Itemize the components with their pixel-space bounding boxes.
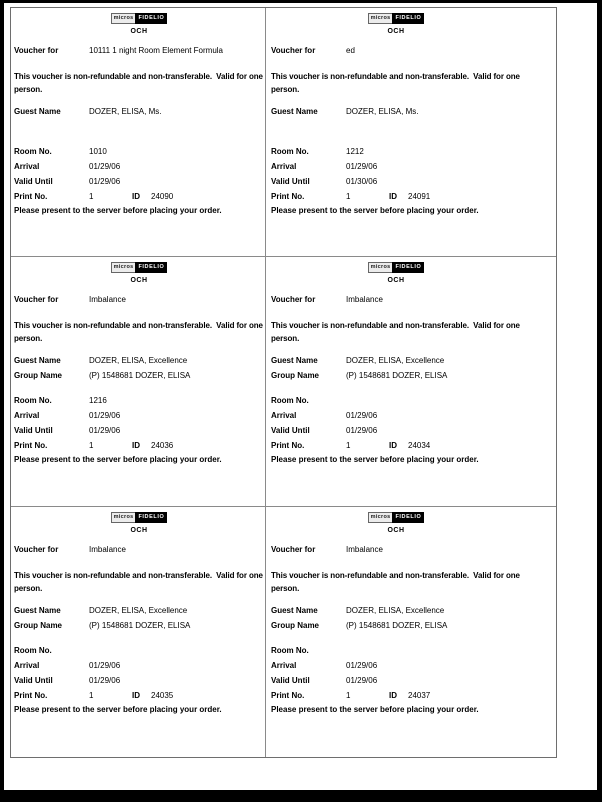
group-name-value: (P) 1548681 DOZER, ELISA	[89, 621, 191, 630]
group-name-label: Group Name	[14, 371, 63, 380]
id-label: ID	[132, 691, 140, 700]
valid-until-label: Valid Until	[14, 177, 53, 186]
voucher-card	[11, 507, 266, 757]
arrival-label: Arrival	[271, 661, 297, 670]
brand-fidelio: FIDELIO	[392, 13, 424, 24]
guest-name-value: DOZER, ELISA, Excellence	[346, 606, 445, 615]
room-no-label: Room No.	[14, 147, 52, 156]
guest-name-label: Guest Name	[271, 356, 318, 365]
voucher-header	[271, 13, 521, 37]
room-no-value: 1212	[346, 147, 364, 156]
id-value: 24037	[408, 691, 431, 700]
voucher-card	[266, 257, 556, 507]
voucher-header	[14, 512, 264, 536]
room-no-label: Room No.	[271, 396, 309, 405]
voucher-card	[11, 257, 266, 507]
id-label: ID	[389, 691, 397, 700]
room-no-label: Room No.	[271, 147, 309, 156]
valid-until-label: Valid Until	[271, 426, 310, 435]
micros-fidelio-logo	[368, 512, 425, 523]
voucher-for-value: ed	[346, 46, 355, 55]
print-no-label: Print No.	[14, 441, 48, 450]
group-name-label: Group Name	[14, 621, 63, 630]
room-no-label: Room No.	[14, 646, 52, 655]
arrival-value: 01/29/06	[346, 162, 378, 171]
print-no-label: Print No.	[271, 441, 305, 450]
valid-until-label: Valid Until	[271, 177, 310, 186]
voucher-grid	[10, 7, 557, 758]
id-value: 24090	[151, 192, 174, 201]
micros-fidelio-logo	[368, 13, 425, 24]
voucher-disclaimer: This voucher is non-refundable and non-transferable. Valid for one person.	[271, 72, 523, 94]
arrival-value: 01/29/06	[346, 411, 378, 420]
id-value: 24091	[408, 192, 431, 201]
voucher-for-value: Imbalance	[89, 295, 126, 304]
brand-micros: micros	[111, 13, 136, 24]
arrival-label: Arrival	[14, 661, 40, 670]
guest-name-label: Guest Name	[271, 606, 318, 615]
brand-fidelio: FIDELIO	[392, 262, 424, 273]
voucher-for-value: Imbalance	[346, 545, 383, 554]
guest-name-label: Guest Name	[14, 107, 61, 116]
micros-fidelio-logo	[368, 262, 425, 273]
voucher-for-label: Voucher for	[271, 545, 316, 554]
arrival-label: Arrival	[271, 162, 297, 171]
micros-fidelio-logo	[111, 262, 168, 273]
brand-fidelio: FIDELIO	[135, 13, 167, 24]
guest-name-value: DOZER, ELISA, Excellence	[346, 356, 445, 365]
guest-name-value: DOZER, ELISA, Ms.	[346, 107, 419, 116]
guest-name-label: Guest Name	[14, 356, 61, 365]
guest-name-value: DOZER, ELISA, Excellence	[89, 356, 188, 365]
voucher-disclaimer: This voucher is non-refundable and non-transferable. Valid for one person.	[271, 571, 523, 593]
voucher-for-label: Voucher for	[271, 295, 316, 304]
print-no-label: Print No.	[271, 691, 305, 700]
server-note: Please present to the server before placing your order.	[271, 705, 479, 714]
print-no-label: Print No.	[271, 192, 305, 201]
valid-until-value: 01/29/06	[346, 426, 378, 435]
brand-micros: micros	[368, 262, 393, 273]
voucher-for-label: Voucher for	[14, 545, 59, 554]
brand-fidelio: FIDELIO	[392, 512, 424, 523]
arrival-value: 01/29/06	[89, 411, 121, 420]
group-name-value: (P) 1548681 DOZER, ELISA	[346, 371, 448, 380]
print-no-label: Print No.	[14, 691, 48, 700]
brand-micros: micros	[111, 262, 136, 273]
server-note: Please present to the server before placing your order.	[14, 705, 222, 714]
micros-fidelio-logo	[111, 512, 168, 523]
voucher-header	[14, 262, 264, 286]
arrival-label: Arrival	[271, 411, 297, 420]
voucher-card	[11, 8, 266, 257]
property-code: OCH	[387, 277, 405, 284]
voucher-sheet	[4, 3, 597, 790]
server-note: Please present to the server before placing your order.	[271, 455, 479, 464]
id-value: 24034	[408, 441, 431, 450]
voucher-disclaimer: This voucher is non-refundable and non-transferable. Valid for one person.	[14, 571, 266, 593]
valid-until-label: Valid Until	[14, 676, 53, 685]
voucher-disclaimer: This voucher is non-refundable and non-transferable. Valid for one person.	[14, 72, 266, 94]
brand-micros: micros	[368, 512, 393, 523]
group-name-value: (P) 1548681 DOZER, ELISA	[89, 371, 191, 380]
micros-fidelio-logo	[111, 13, 168, 24]
print-no-value: 1	[346, 192, 351, 201]
server-note: Please present to the server before placing your order.	[14, 206, 222, 215]
guest-name-value: DOZER, ELISA, Ms.	[89, 107, 162, 116]
voucher-for-value: Imbalance	[89, 545, 126, 554]
guest-name-value: DOZER, ELISA, Excellence	[89, 606, 188, 615]
id-label: ID	[389, 192, 397, 201]
arrival-value: 01/29/06	[89, 162, 121, 171]
voucher-disclaimer: This voucher is non-refundable and non-transferable. Valid for one person.	[14, 321, 266, 343]
voucher-for-value: Imbalance	[346, 295, 383, 304]
id-label: ID	[389, 441, 397, 450]
brand-micros: micros	[368, 13, 393, 24]
voucher-for-label: Voucher for	[14, 46, 59, 55]
valid-until-value: 01/30/06	[346, 177, 378, 186]
property-code: OCH	[387, 28, 405, 35]
property-code: OCH	[130, 277, 148, 284]
id-label: ID	[132, 192, 140, 201]
arrival-label: Arrival	[14, 162, 40, 171]
brand-fidelio: FIDELIO	[135, 512, 167, 523]
room-no-label: Room No.	[14, 396, 52, 405]
brand-fidelio: FIDELIO	[135, 262, 167, 273]
group-name-value: (P) 1548681 DOZER, ELISA	[346, 621, 448, 630]
valid-until-label: Valid Until	[271, 676, 310, 685]
server-note: Please present to the server before placing your order.	[14, 455, 222, 464]
property-code: OCH	[387, 527, 405, 534]
print-no-value: 1	[89, 441, 94, 450]
print-no-value: 1	[346, 441, 351, 450]
group-name-label: Group Name	[271, 371, 320, 380]
brand-micros: micros	[111, 512, 136, 523]
voucher-for-label: Voucher for	[14, 295, 59, 304]
guest-name-label: Guest Name	[14, 606, 61, 615]
voucher-header	[14, 13, 264, 37]
room-no-value: 1010	[89, 147, 107, 156]
voucher-card	[266, 507, 556, 757]
valid-until-value: 01/29/06	[89, 676, 121, 685]
voucher-for-value: 10111 1 night Room Element Formula	[89, 46, 223, 55]
arrival-value: 01/29/06	[89, 661, 121, 670]
valid-until-value: 01/29/06	[89, 177, 121, 186]
room-no-value: 1216	[89, 396, 107, 405]
arrival-value: 01/29/06	[346, 661, 378, 670]
id-value: 24036	[151, 441, 174, 450]
voucher-for-label: Voucher for	[271, 46, 316, 55]
id-value: 24035	[151, 691, 174, 700]
voucher-header	[271, 512, 521, 536]
property-code: OCH	[130, 28, 148, 35]
guest-name-label: Guest Name	[271, 107, 318, 116]
print-no-value: 1	[89, 192, 94, 201]
arrival-label: Arrival	[14, 411, 40, 420]
print-no-value: 1	[89, 691, 94, 700]
print-no-label: Print No.	[14, 192, 48, 201]
valid-until-value: 01/29/06	[346, 676, 378, 685]
voucher-card	[266, 8, 556, 257]
voucher-header	[271, 262, 521, 286]
server-note: Please present to the server before placing your order.	[271, 206, 479, 215]
print-no-value: 1	[346, 691, 351, 700]
group-name-label: Group Name	[271, 621, 320, 630]
room-no-label: Room No.	[271, 646, 309, 655]
voucher-disclaimer: This voucher is non-refundable and non-transferable. Valid for one person.	[271, 321, 523, 343]
property-code: OCH	[130, 527, 148, 534]
valid-until-value: 01/29/06	[89, 426, 121, 435]
valid-until-label: Valid Until	[14, 426, 53, 435]
id-label: ID	[132, 441, 140, 450]
